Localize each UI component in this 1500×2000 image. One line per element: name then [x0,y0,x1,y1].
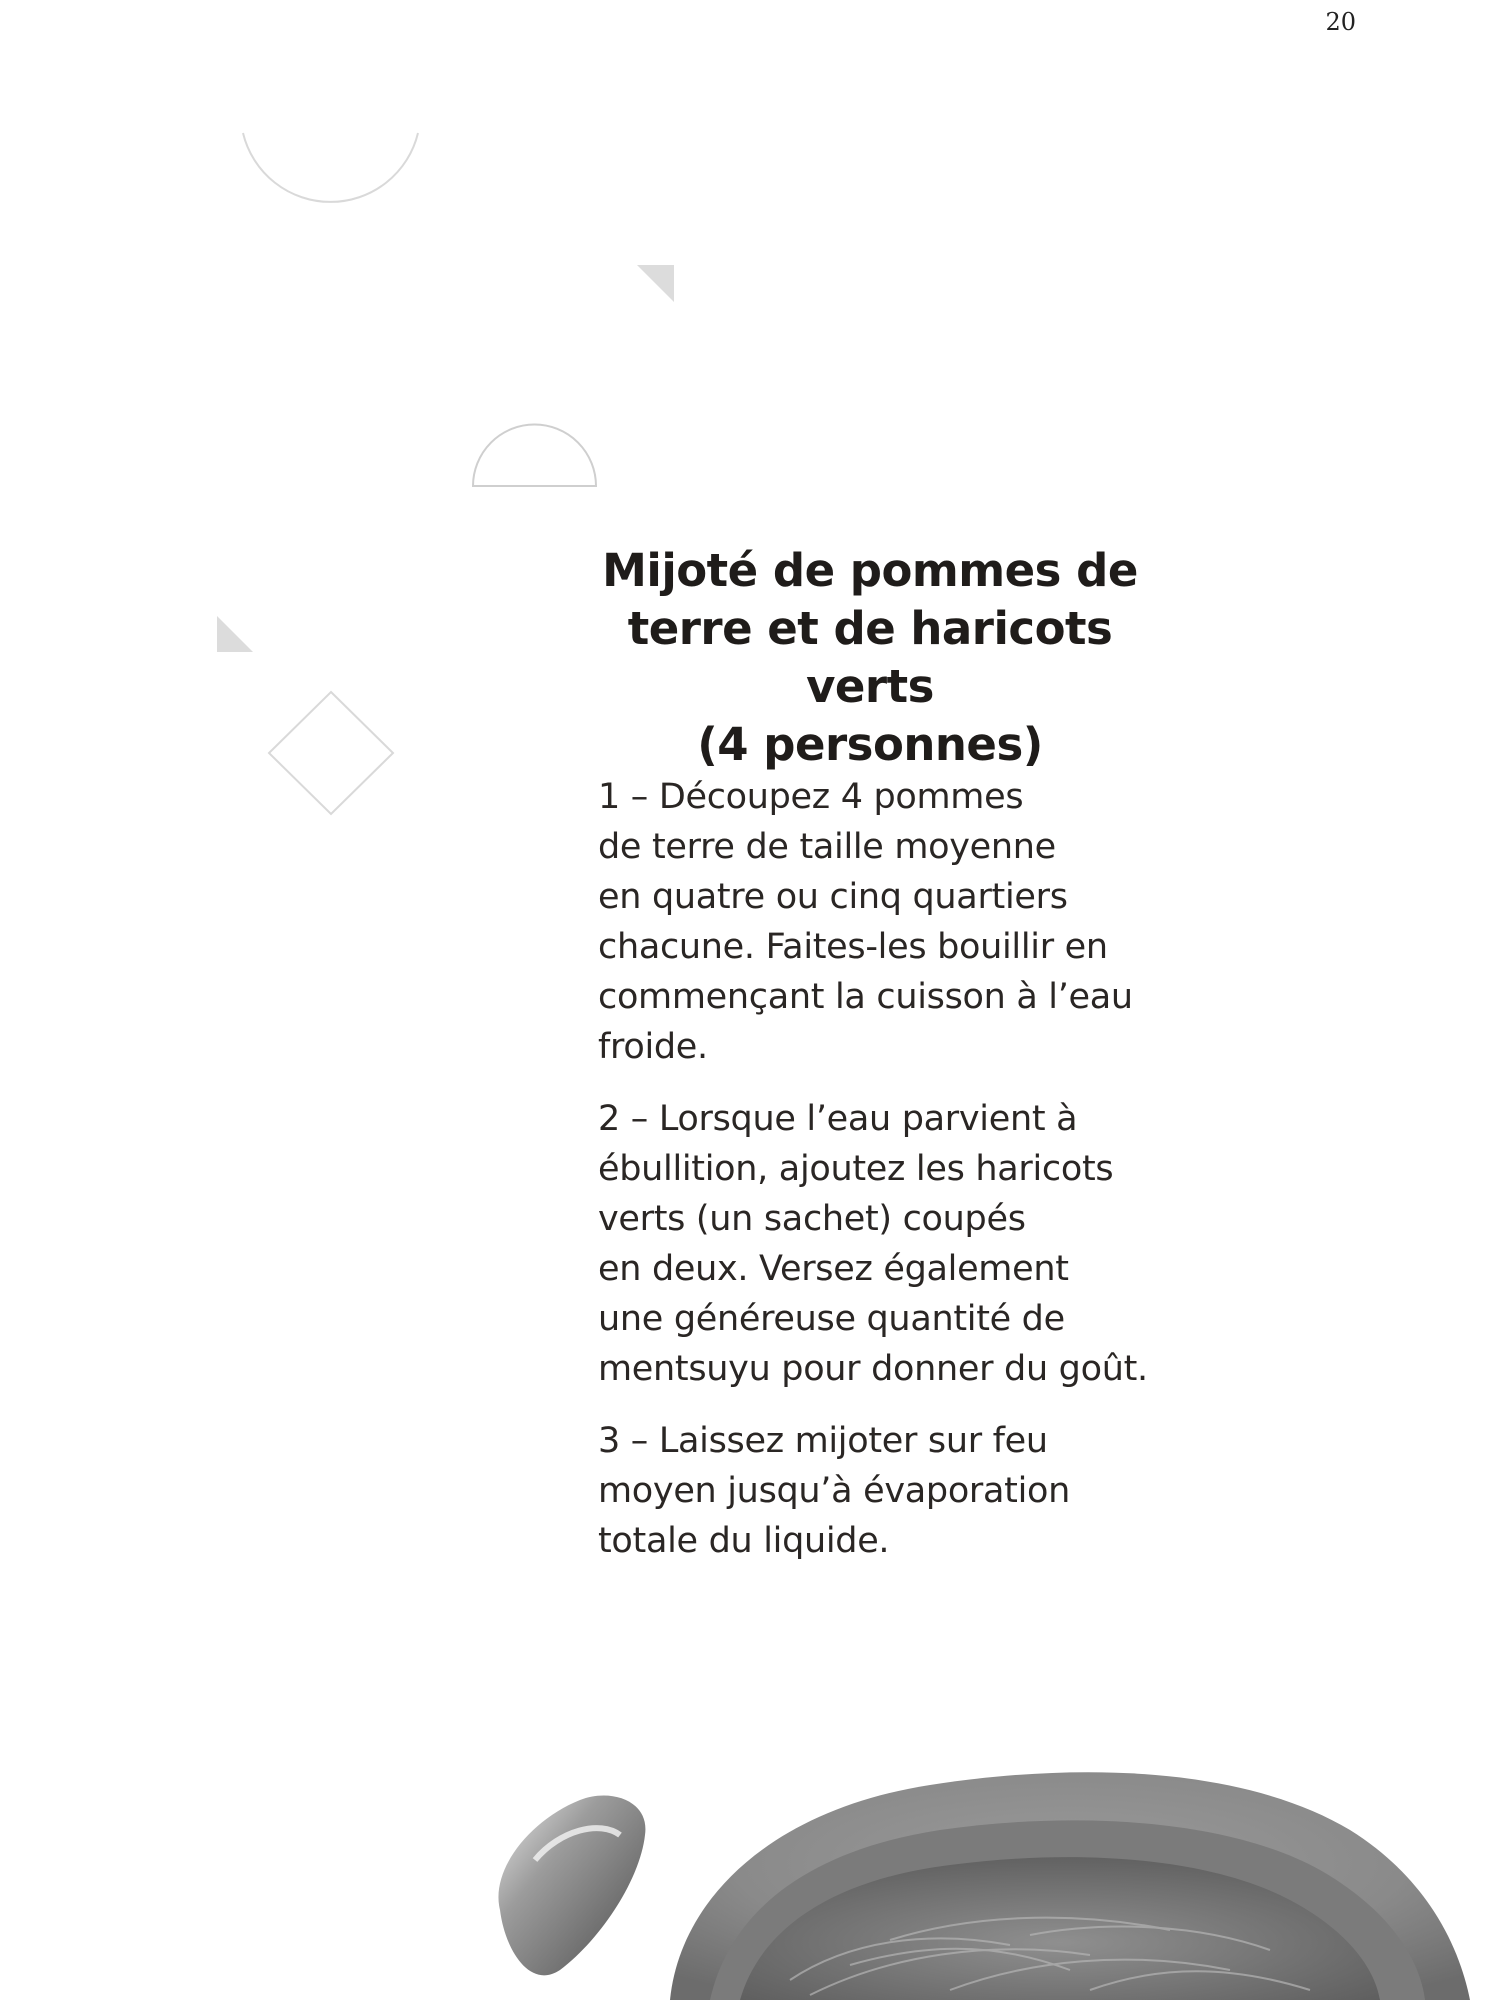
arc-shape [243,133,418,202]
diamond-shape [269,692,393,814]
recipe-step: 3 – Laissez mijoter sur feu moyen jusqu’à évaporation totale du liquide. [598,1421,1071,1561]
half-circle-shape [473,425,596,486]
recipe-step: 2 – Lorsque l’eau parvient à ébullition, ajoutez les haricots verts (un sachet) coupés en deux. Versez également une généreuse quantité de mentsuyu pour donner du goût. [598,1099,1148,1389]
triangle-shape [217,616,253,652]
recipe-steps [598,772,1218,1588]
page-number: 20 [1325,8,1356,36]
pot-photo [470,1740,1500,2000]
recipe-step: 1 – Découpez 4 pommes de terre de taille moyenne en quatre ou cinq quartiers chacune. Faites-les bouillir en commençant la cuisson à l’eau froide. [598,777,1133,1067]
recipe-title: Mijoté de pommes de terre et de haricots verts (4 personnes) [602,544,1138,771]
triangle-shape [637,265,674,302]
pot-handle [498,1795,645,1975]
